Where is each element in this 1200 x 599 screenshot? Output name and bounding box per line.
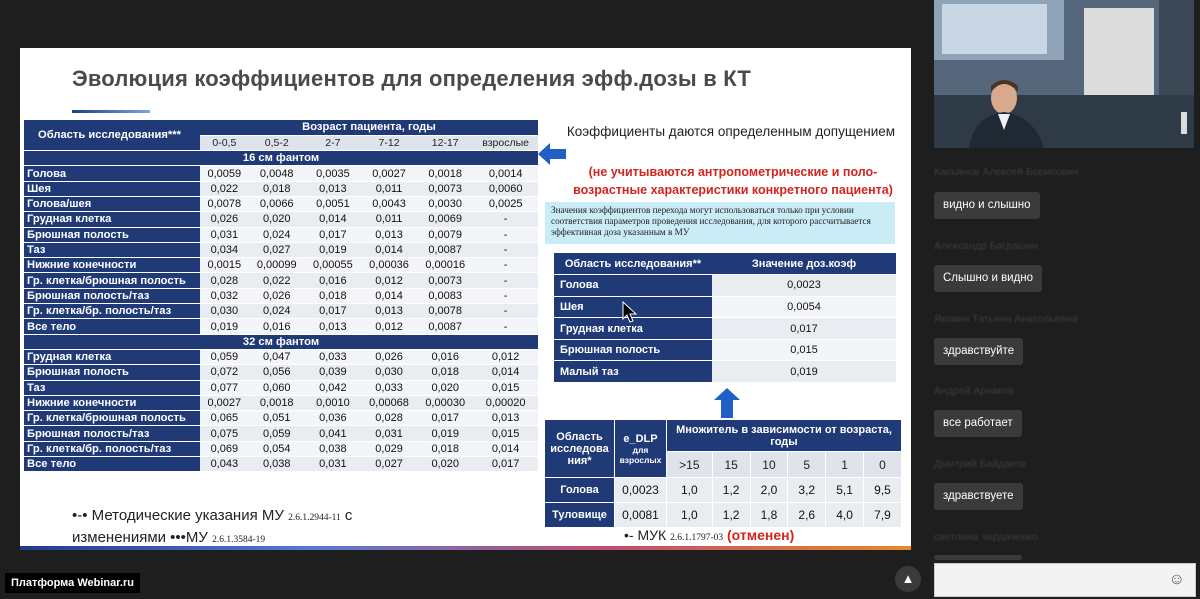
cell-value: 0,024 [249, 304, 305, 319]
mouse-cursor-icon [622, 301, 638, 323]
cell-value: 0,0035 [305, 166, 361, 181]
cell-value: 0,00016 [417, 258, 473, 273]
row-name: Шея [554, 296, 712, 318]
cell-value: 0,015 [473, 380, 538, 395]
cell-value: 0,030 [200, 304, 249, 319]
cell-value: 0,0083 [417, 288, 473, 303]
header-value: Значение доз.коэф [712, 253, 896, 275]
header-row [554, 253, 896, 275]
cell-value: 0,038 [305, 441, 361, 456]
cell-value: 0,018 [417, 441, 473, 456]
table-row [554, 339, 896, 361]
row-name: Голова [24, 166, 200, 181]
cell-value: 0,047 [249, 349, 305, 364]
cell-value: 0,033 [361, 380, 417, 395]
row-name: Нижние конечности [24, 395, 200, 410]
row-name: Грудная клетка [24, 212, 200, 227]
header-age: Возраст пациента, годы [200, 120, 538, 135]
cell-value: 0,033 [305, 349, 361, 364]
cell-value: 0,0073 [417, 181, 473, 196]
ref1-code: 2.6.1.2944-11 [288, 513, 341, 523]
chat-message: Слышно и видно [934, 265, 1042, 292]
slide-bottom-bar [20, 546, 911, 550]
cell-value: 0,013 [361, 227, 417, 242]
row-name: Туловище [545, 503, 615, 528]
arrow-up-icon [714, 388, 740, 418]
row-name: Все тело [24, 457, 200, 472]
cell-value: 0,016 [249, 319, 305, 334]
cell-value: 0,060 [249, 380, 305, 395]
table-row [24, 304, 538, 319]
cell-value: 0,014 [361, 288, 417, 303]
header-row [545, 420, 902, 452]
chat-message: все работает [934, 410, 1022, 437]
cell-value: 0,019 [305, 242, 361, 257]
row-name: Нижние конечности [24, 258, 200, 273]
cell-value: 0,019 [712, 361, 896, 383]
age-label: >15 [667, 452, 713, 478]
cell-value: 0,017 [305, 227, 361, 242]
title-underline [72, 110, 150, 113]
cell-value: 0,0079 [417, 227, 473, 242]
section-label: 16 см фантом [24, 151, 538, 166]
cell-value: 0,059 [249, 426, 305, 441]
row-name: Брюшная полость [24, 365, 200, 380]
note-red-text: (не учитываются антропометрические и поло-возрастные характеристики конкретного пациента) [573, 165, 893, 197]
cell-value: 1,2 [712, 478, 750, 503]
cell-value: 0,00020 [473, 395, 538, 410]
row-name: Голова [554, 275, 712, 297]
cell-value: 0,069 [200, 441, 249, 456]
cell-value: - [473, 273, 538, 288]
cell-value: 0,042 [305, 380, 361, 395]
cell-value: 0,024 [249, 227, 305, 242]
chat-message [934, 555, 1022, 560]
cell-value: 0,013 [361, 304, 417, 319]
row-name: Грудная клетка [24, 349, 200, 364]
cell-value: 0,012 [361, 319, 417, 334]
cell-value: 9,5 [864, 478, 902, 503]
cell-value: 0,012 [361, 273, 417, 288]
cell-value: 0,0066 [249, 196, 305, 211]
row-name: Голова/шея [24, 196, 200, 211]
table-row [24, 457, 538, 472]
table-row [554, 361, 896, 383]
ref2-prefix: •- МУК [624, 527, 667, 543]
fire-reaction-button[interactable] [895, 566, 921, 592]
cell-value: 0,022 [200, 181, 249, 196]
cell-value: 5,1 [826, 478, 864, 503]
cell-value: 0,032 [200, 288, 249, 303]
cell-value: 0,014 [473, 441, 538, 456]
row-name: Брюшная полость [554, 339, 712, 361]
cell-value: 0,0069 [417, 212, 473, 227]
table-row [24, 319, 538, 334]
row-name: Голова [545, 478, 615, 503]
cell-value: 0,013 [305, 181, 361, 196]
table-row [24, 196, 538, 211]
cell-value: 4,0 [826, 503, 864, 528]
cell-value: 0,0060 [473, 181, 538, 196]
cell-value: 0,0018 [249, 395, 305, 410]
row-name: Брюшная полость/таз [24, 288, 200, 303]
cell-value: 0,054 [249, 441, 305, 456]
cell-value: - [473, 242, 538, 257]
header-multiplier: Множитель в зависимости от возраста, годы [667, 420, 902, 452]
cell-value: 0,026 [249, 288, 305, 303]
table-row [24, 426, 538, 441]
table-row [545, 478, 902, 503]
cell-value: 0,0078 [200, 196, 249, 211]
ref1-prefix: •-• Методические указания МУ [72, 507, 284, 524]
cell-value: 0,0073 [417, 273, 473, 288]
video-frame-icon [934, 0, 1194, 148]
row-name: Таз [24, 380, 200, 395]
cell-value: 0,00068 [361, 395, 417, 410]
cell-value: 0,0087 [417, 242, 473, 257]
cell-value: 0,075 [200, 426, 249, 441]
cell-value: 0,029 [361, 441, 417, 456]
table-row [24, 365, 538, 380]
chat-panel [926, 150, 1200, 560]
smile-icon[interactable]: ☺ [1168, 571, 1185, 588]
table-row [545, 503, 902, 528]
cell-value: 1,8 [750, 503, 788, 528]
row-name: Гр. клетка/брюшная полость [24, 411, 200, 426]
cell-value: - [473, 212, 538, 227]
header-region: Область исследования*** [24, 120, 200, 151]
cell-value: 7,9 [864, 503, 902, 528]
cell-value: 0,014 [361, 242, 417, 257]
cell-value: 0,019 [200, 319, 249, 334]
row-name: Гр. клетка/бр. полость/таз [24, 441, 200, 456]
row-name: Брюшная полость [24, 227, 200, 242]
cell-value: 0,026 [361, 349, 417, 364]
speaker-video[interactable] [934, 0, 1194, 148]
cell-value: 0,028 [200, 273, 249, 288]
cell-value: 0,065 [200, 411, 249, 426]
table-row [554, 318, 896, 340]
cell-value: 0,016 [417, 349, 473, 364]
cell-value: 0,0015 [200, 258, 249, 273]
header-edlp-sub: для взрослых [619, 444, 662, 465]
cell-value: 0,041 [305, 426, 361, 441]
header-row [24, 120, 538, 135]
cell-value: 0,0023 [712, 275, 896, 297]
cell-value: 0,020 [417, 457, 473, 472]
row-name: Все тело [24, 319, 200, 334]
reference-muk [624, 527, 794, 543]
cell-value: 0,014 [305, 212, 361, 227]
chat-author: Андрей Арнаков [934, 385, 1015, 397]
cell-value: 0,059 [200, 349, 249, 364]
row-name: Шея [24, 181, 200, 196]
age-label: 1 [826, 452, 864, 478]
cell-value: 1,2 [712, 503, 750, 528]
age-label: 12-17 [417, 135, 473, 150]
row-name: Гр. клетка/бр. полость/таз [24, 304, 200, 319]
cell-value: 0,00099 [249, 258, 305, 273]
chat-author: Яковин Татьяна Анатольевна [934, 313, 1078, 325]
chat-message: видно и слышно [934, 192, 1040, 219]
table-row [24, 349, 538, 364]
table-row [554, 296, 896, 318]
cell-value: 0,0051 [305, 196, 361, 211]
row-name: Малый таз [554, 361, 712, 383]
chat-author: светлана чердаченко [934, 531, 1038, 543]
note-heading: Коэффициенты даются определенным допущением [566, 124, 896, 139]
cell-value: 0,013 [473, 411, 538, 426]
table-row [24, 273, 538, 288]
ref1-code2: 2.6.1.3584-19 [212, 535, 266, 545]
age-label: 15 [712, 452, 750, 478]
cell-value: 0,051 [249, 411, 305, 426]
table-row [24, 411, 538, 426]
age-label: взрослые [473, 135, 538, 150]
cell-value: 0,031 [361, 426, 417, 441]
cell-value: 0,011 [361, 181, 417, 196]
table-row [24, 227, 538, 242]
table-row [554, 275, 896, 297]
table-row [24, 166, 538, 181]
cell-value: 0,0059 [200, 166, 249, 181]
cell-value: 3,2 [788, 478, 826, 503]
age-label: 0,5-2 [249, 135, 305, 150]
fire-icon: ▲ [901, 571, 915, 586]
table-row [24, 395, 538, 410]
cell-value: 0,00036 [361, 258, 417, 273]
cell-value: 0,077 [200, 380, 249, 395]
cell-value: 0,018 [249, 181, 305, 196]
cell-value: - [473, 227, 538, 242]
age-label: 2-7 [305, 135, 361, 150]
table-row [24, 181, 538, 196]
cell-value: 0,030 [361, 365, 417, 380]
table-row [24, 380, 538, 395]
cell-value: 0,0027 [361, 166, 417, 181]
cell-value: 0,0014 [473, 166, 538, 181]
chat-message: здравствуете [934, 483, 1023, 510]
section-row [24, 334, 538, 349]
cell-value: 0,034 [200, 242, 249, 257]
cell-value: 0,039 [305, 365, 361, 380]
edlp-value: 0,0023 [615, 478, 667, 503]
age-label: 10 [750, 452, 788, 478]
reference-mu [72, 506, 402, 550]
chat-author: Александр Багдашин [934, 240, 1038, 252]
age-label: 0 [864, 452, 902, 478]
cell-value: 0,0054 [712, 296, 896, 318]
dose-coefficient-table [554, 253, 896, 383]
header-region: Область исследова ния* [545, 420, 615, 478]
chat-author: Дмитрий Байдаков [934, 458, 1027, 470]
cell-value: 0,036 [305, 411, 361, 426]
table-row [24, 242, 538, 257]
row-name: Грудная клетка [554, 318, 712, 340]
cell-value: 0,0087 [417, 319, 473, 334]
cell-value: - [473, 304, 538, 319]
edlp-table [544, 419, 902, 528]
section-row [24, 151, 538, 166]
row-name: Таз [24, 242, 200, 257]
cell-value: 0,0027 [200, 395, 249, 410]
ref1-suffix: с изменениями •••МУ [72, 507, 353, 546]
cell-value: 0,022 [249, 273, 305, 288]
section-label: 32 см фантом [24, 334, 538, 349]
coefficients-table [24, 120, 538, 472]
row-name: Брюшная полость/таз [24, 426, 200, 441]
cell-value: 0,012 [473, 349, 538, 364]
cell-value: 0,027 [361, 457, 417, 472]
age-label: 0-0,5 [200, 135, 249, 150]
cell-value: 1,0 [667, 503, 713, 528]
cell-value: 0,056 [249, 365, 305, 380]
cell-value: 0,017 [712, 318, 896, 340]
cell-value: 0,020 [417, 380, 473, 395]
cell-value: 0,011 [361, 212, 417, 227]
cell-value: 1,0 [667, 478, 713, 503]
table-row [24, 212, 538, 227]
cell-value: 0,018 [417, 365, 473, 380]
table-row [24, 288, 538, 303]
table-row [24, 258, 538, 273]
chat-input[interactable] [934, 563, 1196, 597]
cell-value: 0,017 [305, 304, 361, 319]
cell-value: 0,016 [305, 273, 361, 288]
cell-value: 0,026 [200, 212, 249, 227]
cell-value: 0,072 [200, 365, 249, 380]
header-region: Область исследования** [554, 253, 712, 275]
platform-brand-label: Платформа Webinar.ru [5, 573, 140, 593]
cell-value: 2,6 [788, 503, 826, 528]
header-edlp: e_DLP [623, 432, 658, 445]
cell-value: 0,019 [417, 426, 473, 441]
age-label: 7-12 [361, 135, 417, 150]
cell-value: 0,017 [417, 411, 473, 426]
cell-value: 0,015 [473, 426, 538, 441]
cell-value: 0,014 [473, 365, 538, 380]
cell-value: 0,028 [361, 411, 417, 426]
cell-value: 0,020 [249, 212, 305, 227]
cell-value: 0,015 [712, 339, 896, 361]
cell-value: 2,0 [750, 478, 788, 503]
cell-value: 0,0043 [361, 196, 417, 211]
cell-value: 0,031 [200, 227, 249, 242]
cell-value: 0,0025 [473, 196, 538, 211]
slide-title: Эволюция коэффициентов для определения эфф.дозы в КТ [72, 66, 752, 91]
arrow-left-icon [538, 143, 566, 165]
cell-value: - [473, 258, 538, 273]
cell-value: 0,0048 [249, 166, 305, 181]
cell-value: - [473, 319, 538, 334]
cell-value: 0,0078 [417, 304, 473, 319]
cell-value: 0,0030 [417, 196, 473, 211]
chat-author: Касьянов Алексей Борисович [934, 166, 1079, 178]
cell-value: 0,013 [305, 319, 361, 334]
cell-value: 0,0010 [305, 395, 361, 410]
cell-value: 0,018 [305, 288, 361, 303]
note-box: Значения коэффициентов перехода могут использоваться только при условии соответствия параметров проведения исследования, для которого рассчитывается эффективная доза указанным в МУ [545, 202, 895, 244]
cell-value: 0,038 [249, 457, 305, 472]
presentation-slide [20, 48, 911, 550]
age-label: 5 [788, 452, 826, 478]
edlp-value: 0,0081 [615, 503, 667, 528]
chat-message: здравствуйте [934, 338, 1023, 365]
cell-value: 0,031 [305, 457, 361, 472]
cell-value: 0,00030 [417, 395, 473, 410]
header-edlp-cell [615, 420, 667, 478]
cell-value: 0,0018 [417, 166, 473, 181]
cell-value: 0,043 [200, 457, 249, 472]
cell-value: - [473, 288, 538, 303]
cell-value: 0,027 [249, 242, 305, 257]
cell-value: 0,017 [473, 457, 538, 472]
ref2-cancelled: (отменен) [727, 527, 795, 543]
table-row [24, 441, 538, 456]
ref2-code: 2.6.1.1797-03 [670, 533, 724, 543]
cell-value: 0,00055 [305, 258, 361, 273]
row-name: Гр. клетка/брюшная полость [24, 273, 200, 288]
